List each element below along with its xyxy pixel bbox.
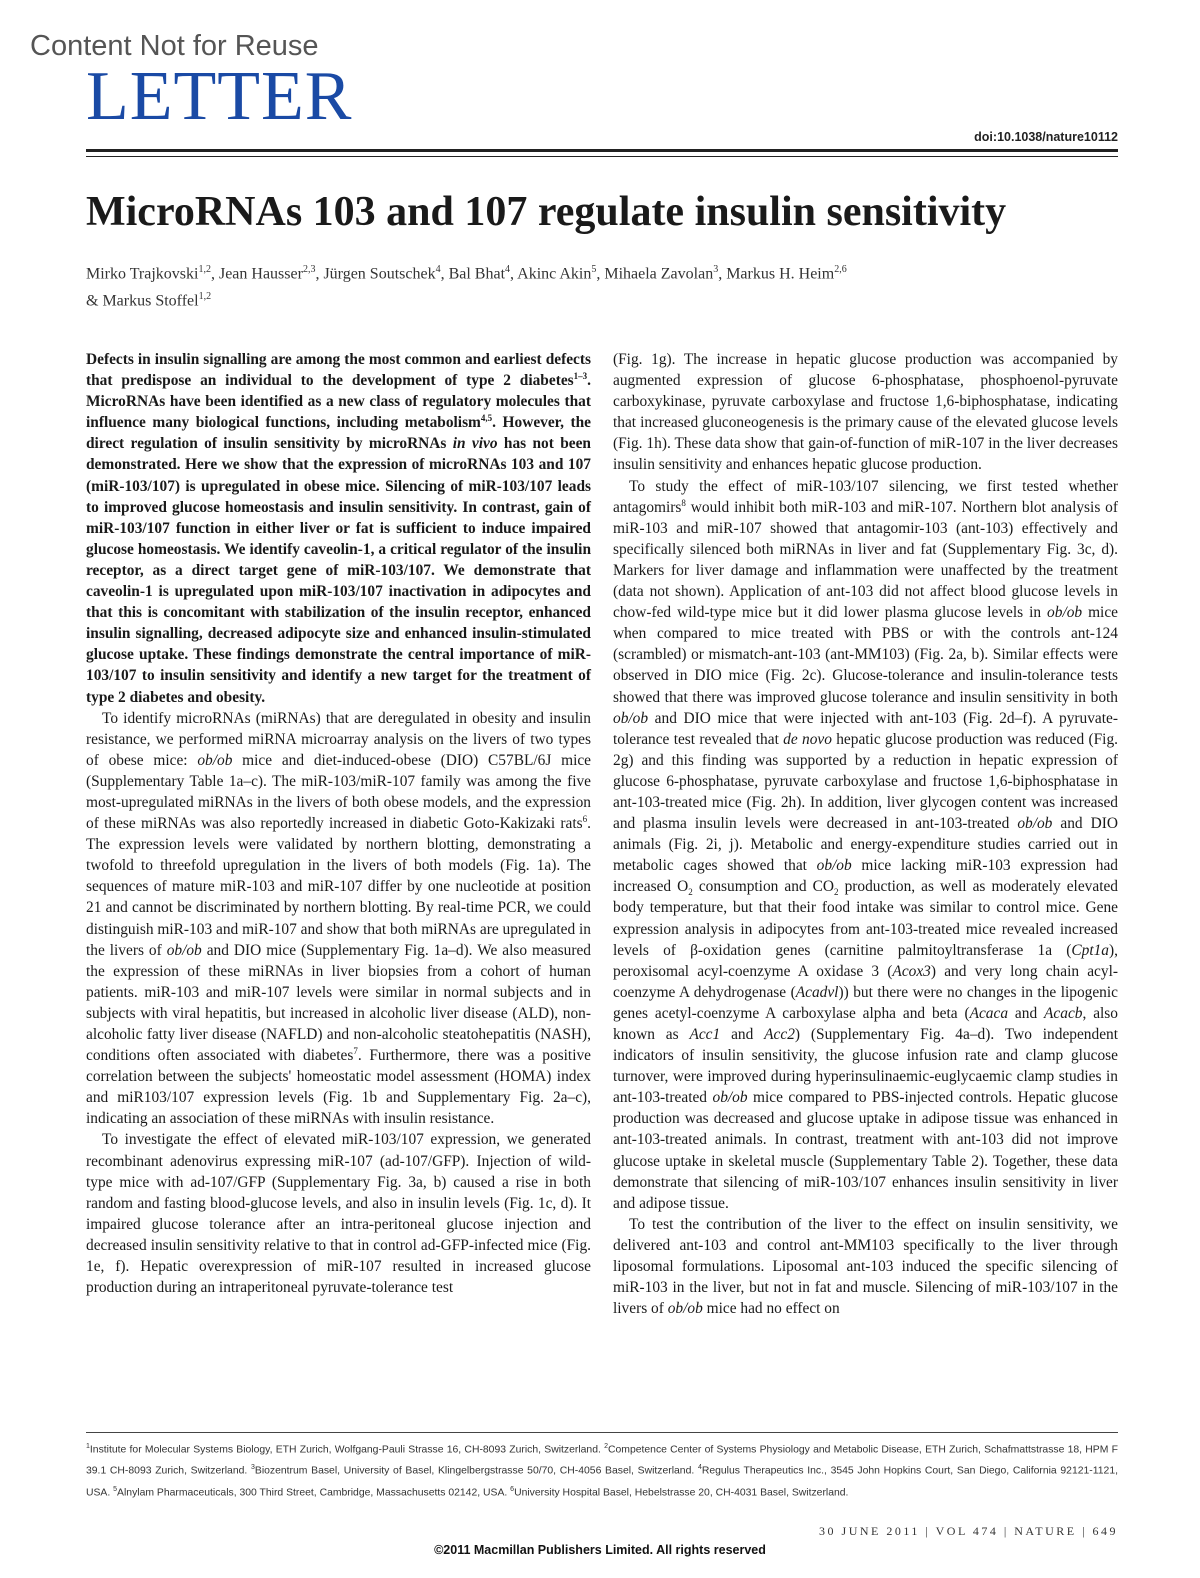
abstract-paragraph: Defects in insulin signalling are among the most common and earliest defects that predispose an individual to the development of type 2 diabetes$^{1-3}$. MicroRNAs have been identified as a new class of regulatory molecules that influence many biological functions, including metabolism$^{4,5}$. However, the direct regulation of insulin sensitivity by microRNAs in vivo has not been demonstrated. Here we show that the expression of microRNAs 103 and 107 (miR-103/107) is upregulated in obese mice. Silencing of miR-103/107 leads to improved glucose homeostasis and insulin sensitivity. In contrast, gain of miR-103/107 function in either liver or fat is sufficient to induce impaired glucose homeostasis. We identify caveolin-1, a critical regulator of the insulin receptor, as a direct target gene of miR-103/107. We demonstrate that caveolin-1 is upregulated upon miR-103/107 inactivation in adipocytes and that this is concomitant with stabilization of the insulin receptor, enhanced insulin signalling, decreased adipocyte size and enhanced insulin-stimulated glucose uptake. These findings demonstrate the central importance of miR-103/107 to insulin sensitivity and identify a new target for the treatment of type 2 diabetes and obesity. [86,351,592,706]
footer-separator: | [1003,1524,1009,1538]
author-name: Jean Hausser [218,265,303,283]
header-rule-thick [86,149,1118,152]
author-affiliation-marker: 1,2 [198,264,211,275]
author-name: Jürgen Soutschek [323,265,436,283]
doi[interactable]: doi:10.1038/nature10112 [974,130,1118,144]
body-column-right [613,349,1118,1319]
author-name: Akinc Akin [517,265,592,283]
author-affiliation-marker: 2,6 [834,264,847,275]
volume: VOL 474 [935,1524,999,1538]
page-number: 649 [1092,1524,1118,1538]
footer-separator: | [1082,1524,1087,1538]
author-affiliation-marker: 2,3 [302,264,316,275]
author-list: Mirko Trajkovski$^{1,2}$, Jean Hausser$^{2,3}$, Jürgen Soutschek$^4$, Bal Bhat$^4$, Akinc Akin$^5$, Mihaela Zavolan$^3$, Markus H. Heim$^{2,6}$ & Markus Stoffel$^{1,2}$ [86,264,847,310]
author-name: Mihaela Zavolan [604,265,714,283]
body-paragraph: To identify microRNAs (miRNAs) that are deregulated in obesity and insulin resistance, we performed miRNA microarray analysis on the livers of two types of obese mice: ob/ob mice and diet-induced-obese (DIO) C57BL/6J mice (Supplementary Table 1a–c). The miR-103/miR-107 family was among the five most-upregulated miRNAs in the livers of both obese models, and the expression of these miRNAs was also reportedly increased in diabetic Goto-Kakizaki rats$^6$. The expression levels were validated by northern blotting, demonstrating a twofold to threefold upregulation in the livers of both models (Fig. 1a). The sequences of mature miR-103 and miR-107 differ by one nucleotide at position 21 and cannot be discriminated by northern blotting. By real-time PCR, we could distinguish miR-103 and miR-107 and show that both miRNAs are upregulated in the livers of ob/ob and DIO mice (Supplementary Fig. 1a–d). We also measured the expression of these miRNAs in liver biopsies from a cohort of human patients. miR-103 and miR-107 levels were similar in normal subjects and in subjects with viral hepatitis, but increased in alcoholic liver disease (ALD), non-alcoholic fatty liver disease (NAFLD) and non-alcoholic steatohepatitis (NASH), conditions often associated with diabetes$^7$. Furthermore, there was a positive correlation between the subjects' homeostatic model assessment (HOMA) index and miR103/107 expression levels (Fig. 1b and Supplementary Fig. 2a–c), indicating an association of these miRNAs with insulin resistance. [86,709,592,1128]
issue-date: 30 JUNE 2011 [819,1524,920,1538]
author-affiliation-marker: 1,2 [198,291,212,303]
body-paragraph: To investigate the effect of elevated miR-103/107 expression, we generated recombinant adenovirus expressing miR-107 (ad-107/GFP). Injection of wild-type mice with ad-107/GFP (Supplementary Fig. 3a, b) caused a rise in both random and fasting blood-glucose levels, and also in insulin levels (Fig. 1c, d). It impaired glucose tolerance after an intra-peritoneal glucose injection and decreased insulin sensitivity relative to that in control ad-GFP-infected mice (Fig. 1e, f). Hepatic overexpression of miR-107 resulted in increased glucose production during an intraperitoneal pyruvate-tolerance test [86,1131,591,1297]
author-name: Markus Stoffel [102,292,199,310]
affiliation-footnotes: $^1$Institute for Molecular Systems Biology, ETH Zurich, Wolfgang-Pauli Strasse 16, CH-8093 Zurich, Switzerland. $^2$Competence Center of Systems Physiology and Metabolic Disease, ETH Zurich, Schafmattstrasse 18, HPM F 39.1 CH-8093 Zurich, Switzerland. $^3$Biozentrum Basel, University of Basel, Klingelbergstrasse 50/70, CH-4056 Basel, Switzerland. $^4$Regulus Therapeutics Inc., 3545 John Hopkins Court, San Diego, California 92121-1121, USA. $^5$Alnylam Pharmaceuticals, 300 Third Street, Cambridge, Massachusetts 02142, USA. $^6$University Hospital Basel, Hebelstrasse 20, CH-4031 Basel, Switzerland. [86,1443,1118,1499]
author-name: Mirko Trajkovski [86,265,199,283]
header-rule-thin [86,156,1118,157]
author-affiliation-marker: 3 [713,264,719,275]
author-affiliation-marker: 5 [591,264,597,275]
section-label: LETTER [86,58,353,135]
body-column-left [86,349,591,1298]
page-footer-line [819,1524,1118,1539]
body-paragraph: To study the effect of miR-103/107 silencing, we first tested whether antagomirs$^8$ would inhibit both miR-103 and miR-107. Northern blot analysis of miR-103 and miR-107 showed that antagomir-103 (ant-103) effectively and specifically silenced both miRNAs in liver and fat (Supplementary Fig. 3c, d). Markers for liver damage and inflammation were unaffected by the treatment (data not shown). Application of ant-103 did not affect blood glucose levels in chow-fed wild-type mice but it did lower plasma glucose levels in ob/ob mice when compared to mice treated with PBS or with the controls ant-124 (scrambled) or mismatch-ant-103 (ant-MM103) (Fig. 2a, b). Similar effects were observed in DIO mice (Fig. 2c). Glucose-tolerance and insulin-tolerance tests showed that there was improved glucose tolerance and insulin sensitivity in both ob/ob and DIO mice that were injected with ant-103 (Fig. 2d–f). A pyruvate-tolerance test revealed that de novo hepatic glucose production was reduced (Fig. 2g) and this finding was supported by a reduction in hepatic expression of glucose 6-phosphatase, pyruvate carboxylase and fructose 1,6-biphosphatase in ant-103-treated mice (Fig. 2h). In addition, liver glycogen content was increased and plasma insulin levels were decreased in ant-103-treated ob/ob and DIO animals (Fig. 2i, j). Metabolic and energy-expenditure studies carried out in metabolic cages showed that ob/ob mice lacking miR-103 expression had increased $O_2$ consumption and $CO_2$ production, as well as moderately elevated body temperature, but that their food intake was similar to control mice. Gene expression analysis in adipocytes from ant-103-treated mice revealed increased levels of β-oxidation genes (carnitine palmitoyltransferase 1a (Cpt1a), peroxisomal acyl-coenzyme A oxidase 3 (Acox3) and very long chain acyl-coenzyme A dehydrogenase (Acadvl)) but there were no changes in the lipogenic genes acetyl-coenzyme A carboxylase alpha and beta (Acaca and Acacb, also known as Acc1 and Acc2) (Supplementary Fig. 4a–d). Two independent indicators of insulin sensitivity, the glucose infusion rate and clamp glucose turnover, were improved during hyperinsulinaemic-euglycaemic clamp studies in ant-103-treated ob/ob mice compared to PBS-injected controls. Hepatic glucose production was decreased and glucose uptake in adipose tissue was enhanced in ant-103-treated animals. In contrast, treatment with ant-103 did not improve glucose uptake in skeletal muscle (Supplementary Table 2). Together, these data demonstrate that silencing of miR-103/107 enhances insulin sensitivity in liver and adipose tissue. [613,477,1119,1212]
author-affiliation-marker: 4 [505,264,511,275]
article-title: MicroRNAs 103 and 107 regulate insulin sensitivity [86,189,1007,235]
footer-separator: | [925,1524,931,1538]
author-connector: & [86,292,103,310]
body-paragraph: (Fig. 1g). The increase in hepatic glucose production was accompanied by augmented expression of glucose 6-phosphatase, phosphoenol-pyruvate carboxykinase, pyruvate carboxylase and fructose 1,6-biphosphatase, indicating that increased gluconeogenesis is the primary cause of the elevated glucose levels (Fig. 1h). These data show that gain-of-function of miR-107 in the liver decreases insulin sensitivity and enhances hepatic glucose production. [613,351,1118,474]
watermark: Content Not for Reuse [30,30,319,62]
author-name: Bal Bhat [448,265,506,283]
body-paragraph: To test the contribution of the liver to the effect on insulin sensitivity, we delivered ant-103 and control ant-MM103 specifically to the liver through liposomal formulations. Liposomal ant-103 induced the specific silencing of miR-103 in the liver, but not in fat and muscle. Silencing of miR-103/107 in the livers of ob/ob mice had no effect on [613,1215,1118,1318]
author-name: Markus H. Heim [726,265,835,283]
author-affiliation-marker: 4 [435,264,441,275]
journal-name: NATURE [1014,1524,1077,1538]
copyright: ©2011 Macmillan Publishers Limited. All rights reserved [434,1543,766,1557]
footnote-rule [86,1432,1118,1433]
